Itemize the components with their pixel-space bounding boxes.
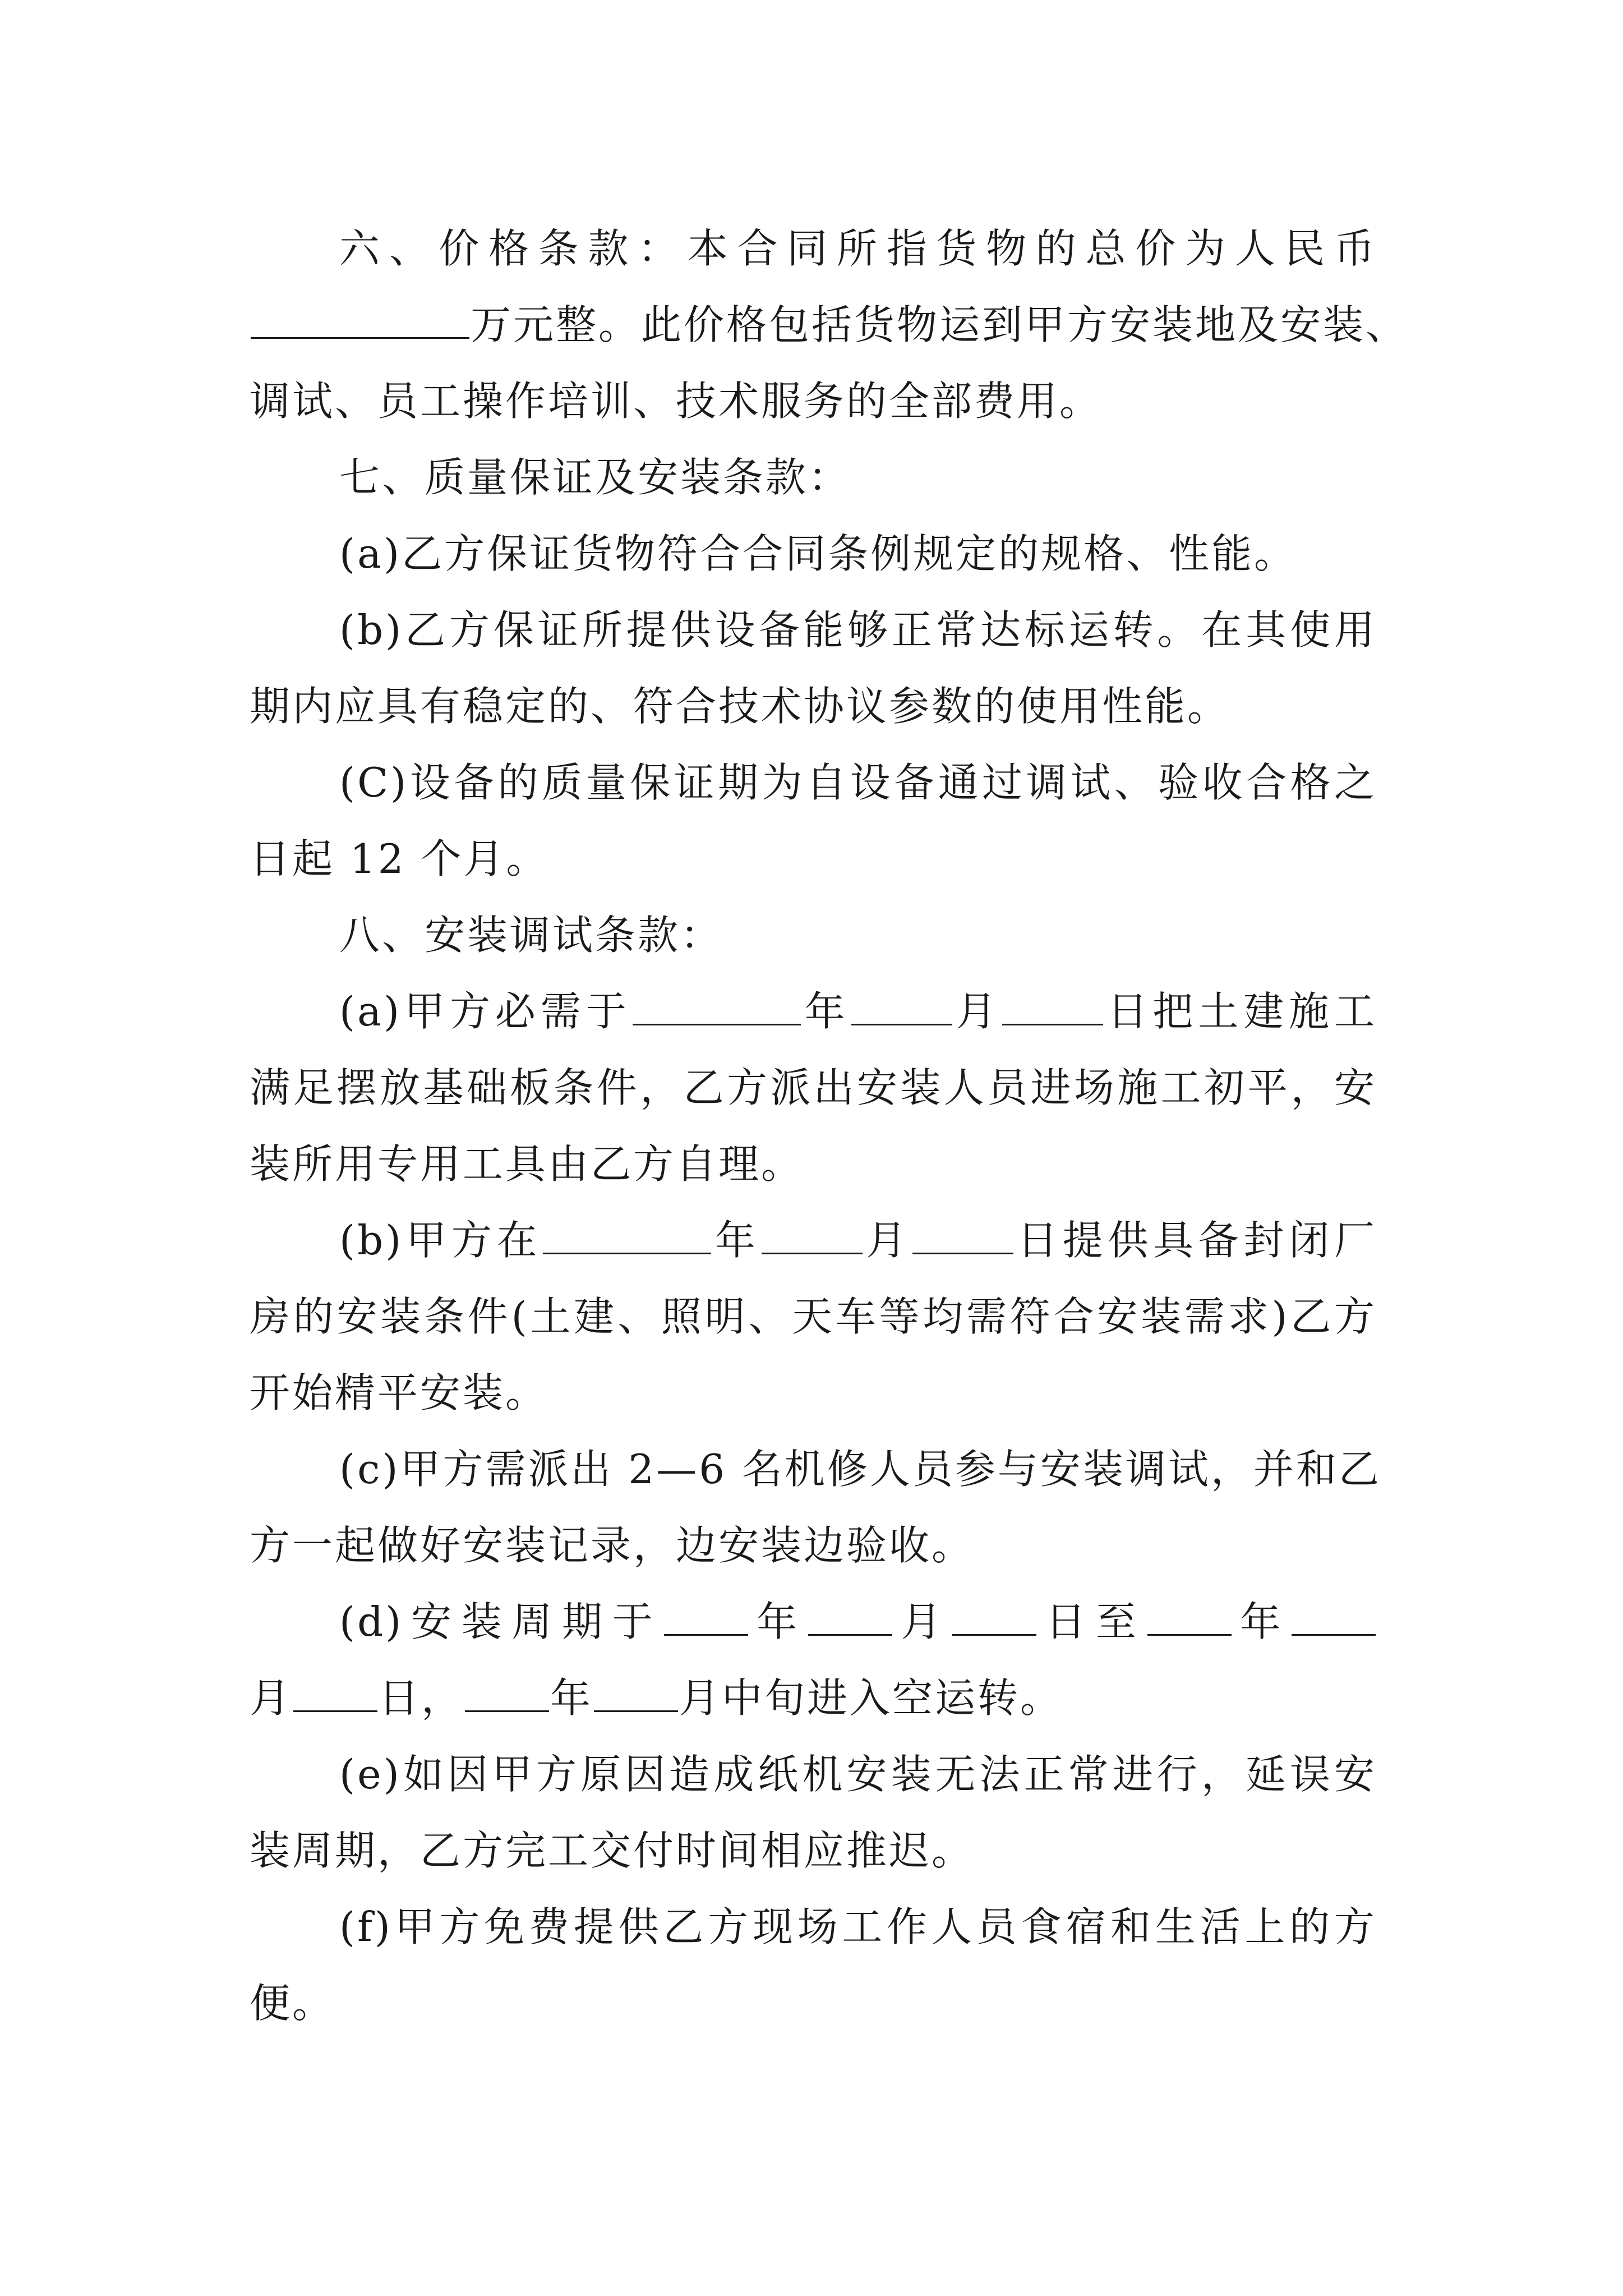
item-a-prefix: (a)甲方必需于 — [339, 988, 631, 1035]
install-item-f-line-2: 便。 — [250, 1980, 335, 2027]
run-year-blank — [465, 1671, 549, 1712]
day-blank — [952, 1595, 1036, 1636]
quality-item-b-line-1: (b)乙方保证所提供设备能够正常达标运转。在其使用 — [339, 606, 1377, 654]
end-year-label: 年 — [1232, 1598, 1290, 1645]
install-item-a-line-2: 满足摆放基础板条件，乙方派出安装人员进场施工初平，安 — [250, 1064, 1377, 1111]
run-year-label: 年 — [550, 1674, 593, 1722]
month-label: 月 — [863, 1217, 912, 1264]
year-label: 年 — [801, 988, 850, 1035]
item-b-prefix: (b)甲方在 — [339, 1217, 542, 1264]
install-item-e-line-1: (e)如因甲方原因造成纸机安装无法正常进行，延误安 — [339, 1751, 1377, 1798]
price-clause-text: 万元整。此价格包括货物运到甲方安装地及安装、 — [471, 301, 1409, 348]
day-blank — [1002, 984, 1103, 1025]
quality-item-b-line-2: 期内应具有稳定的、符合技术协议参数的使用性能。 — [250, 683, 1230, 730]
quality-item-a: (a)乙方保证货物符合合同条例规定的规格、性能。 — [339, 530, 1297, 577]
item-d-prefix: (d)安装周期于 — [339, 1598, 663, 1645]
install-item-b-line-2: 房的安装条件(土建、照明、天车等均需符合安装需求)乙方 — [250, 1293, 1377, 1340]
install-item-a-line-1 — [250, 973, 1377, 1050]
item-b-suffix: 日提供具备封闭厂 — [1015, 1217, 1377, 1264]
month-blank — [808, 1595, 892, 1636]
price-clause-line-3: 调试、员工操作培训、技术服务的全部费用。 — [250, 378, 1103, 425]
install-heading: 八、安装调试条款： — [339, 912, 723, 959]
contract-body — [250, 210, 1409, 2041]
run-text: 月中旬进入空运转。 — [679, 1674, 1063, 1722]
end-year-blank — [1147, 1595, 1232, 1636]
day-to-label: 日至 — [1038, 1598, 1146, 1645]
run-month-blank — [594, 1671, 678, 1712]
amount-blank — [251, 298, 469, 339]
item-a-suffix: 日把土建施工 — [1104, 988, 1377, 1035]
quality-item-c-line-2: 日起 12 个月。 — [250, 835, 549, 882]
day-blank — [912, 1213, 1013, 1254]
month-blank — [851, 984, 952, 1025]
end-month-blank — [1292, 1595, 1376, 1636]
year-blank — [633, 984, 801, 1025]
end-day-label: 日， — [379, 1674, 464, 1722]
install-item-c-line-1: (c)甲方需派出 2—6 名机修人员参与安装调试，并和乙 — [339, 1446, 1381, 1493]
install-item-b-line-1 — [250, 1202, 1377, 1278]
year-blank — [543, 1213, 711, 1254]
install-item-b-line-3: 开始精平安装。 — [250, 1369, 548, 1416]
install-item-f-line-1: (f)甲方免费提供乙方现场工作人员食宿和生活上的方 — [339, 1903, 1377, 1950]
install-item-a-line-3: 装所用专用工具由乙方自理。 — [250, 1140, 804, 1188]
install-item-c-line-2: 方一起做好安装记录，边安装边验收。 — [250, 1522, 975, 1569]
month-label: 月 — [953, 988, 1002, 1035]
month-label: 月 — [893, 1598, 952, 1645]
quality-item-c-line-1: (C)设备的质量保证期为自设备通过调试、验收合格之 — [339, 759, 1377, 806]
end-day-blank — [293, 1671, 377, 1712]
price-clause-line-1: 六、价格条款：本合同所指货物的总价为人民币 — [339, 225, 1377, 272]
year-blank — [664, 1595, 748, 1636]
year-label: 年 — [749, 1598, 807, 1645]
quality-heading: 七、质量保证及安装条款： — [339, 454, 851, 501]
end-month-label: 月 — [250, 1674, 293, 1722]
year-label: 年 — [712, 1217, 760, 1264]
install-item-e-line-2: 装周期，乙方完工交付时间相应推迟。 — [250, 1827, 975, 1874]
month-blank — [762, 1213, 863, 1254]
install-item-d-line-1 — [250, 1584, 1377, 1660]
install-item-d-line-2 — [250, 1660, 1377, 1736]
price-clause-line-2 — [250, 287, 1409, 363]
